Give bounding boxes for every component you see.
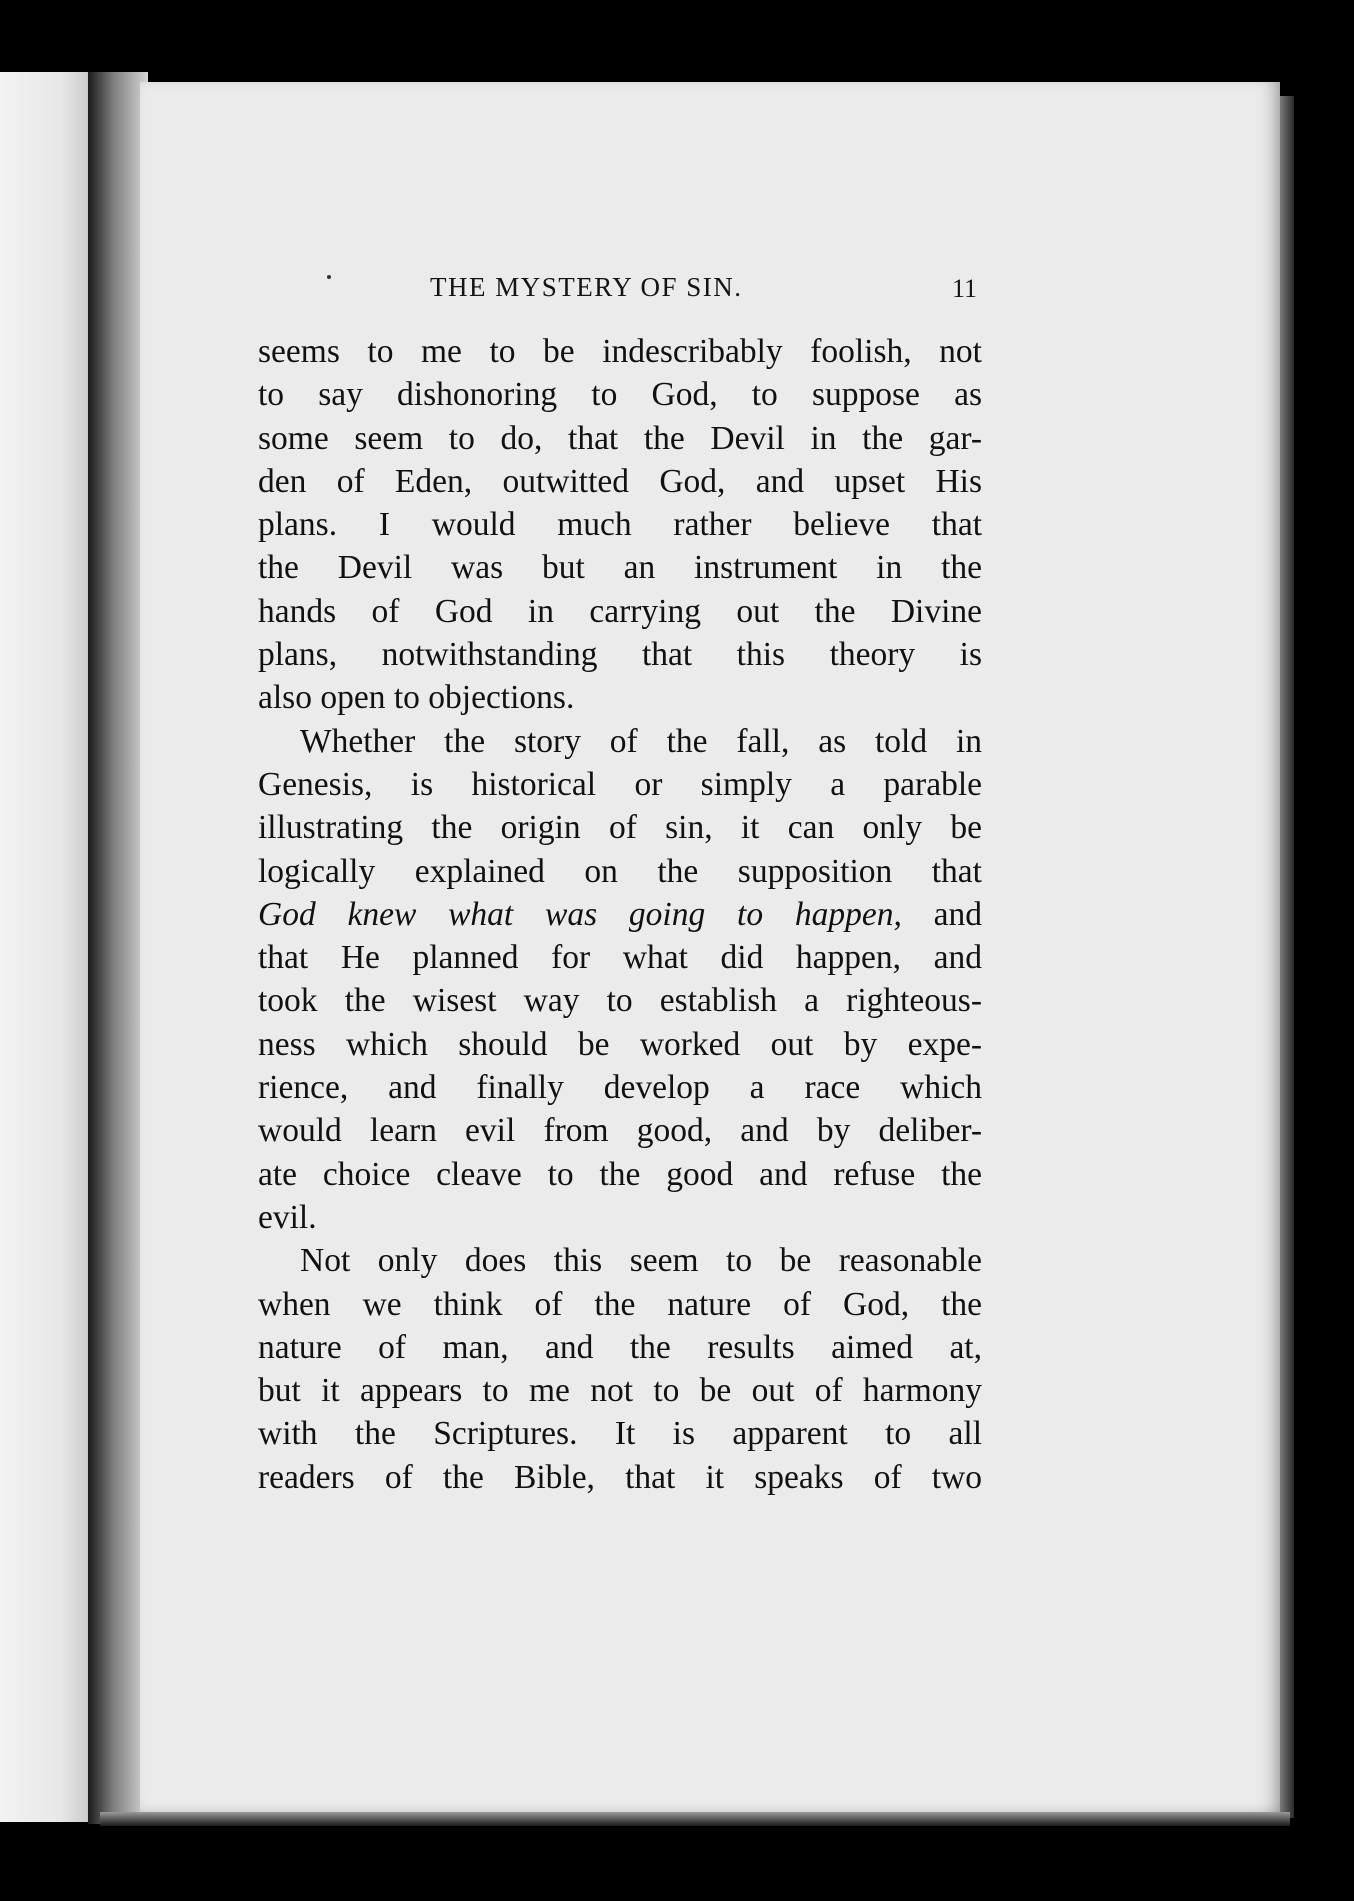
text-line: would learn evil from good, and by deliber- [258,1112,982,1150]
text-line: plans. I would much rather believe that [258,506,982,544]
text-line: ate choice cleave to the good and refuse the [258,1155,982,1193]
text-line: some seem to do, that the Devil in the gar- [258,419,982,457]
text-line: with the Scriptures. It is apparent to all [258,1415,982,1453]
text-line: nature of man, and the results aimed at, [258,1328,982,1366]
text-line-with-emphasis: God knew what was going to happen, and [258,895,982,933]
text-line: but it appears to me not to be out of harmony [258,1372,982,1410]
text-line: the Devil was but an instrument in the [258,549,982,587]
text-line: seems to me to be indescribably foolish, not [258,333,982,370]
page-body-text [258,330,982,1499]
text-line: Genesis, is historical or simply a parable [258,765,982,803]
page-right-edge [1280,96,1294,1818]
text-line: den of Eden, outwitted God, and upset His [258,462,982,500]
text-line: hands of God in carrying out the Divine [258,592,982,630]
text-line: took the wisest way to establish a righteous- [258,982,982,1020]
book-gutter-shadow [88,72,148,1824]
ink-speck [327,275,331,279]
italic-emphasis: God knew what was going to happen, [258,895,902,933]
text-line: to say dishonoring to God, to suppose as [258,376,982,414]
page-bottom-edge [100,1812,1290,1826]
page-number: 11 [952,274,978,303]
text-line: ness which should be worked out by expe- [258,1025,982,1063]
text-line: illustrating the origin of sin, it can only be [258,809,982,847]
paragraph-start-line: Whether the story of the fall, as told in [300,722,982,760]
running-head: THE MYSTERY OF SIN. [430,272,743,302]
text-line: readers of the Bible, that it speaks of two [258,1458,982,1496]
text-line: rience, and finally develop a race which [258,1069,982,1107]
text-line: plans, notwithstanding that this theory is [258,636,982,674]
text-line: when we think of the nature of God, the [258,1285,982,1323]
text-line: that He planned for what did happen, and [258,939,982,977]
text-line: logically explained on the supposition that [258,852,982,890]
paragraph-end-line: evil. [258,1198,317,1236]
paragraph-end-line: also open to objections. [258,679,575,717]
facing-page-edge [0,72,100,1822]
paragraph-start-line: Not only does this seem to be reasonable [300,1242,982,1280]
